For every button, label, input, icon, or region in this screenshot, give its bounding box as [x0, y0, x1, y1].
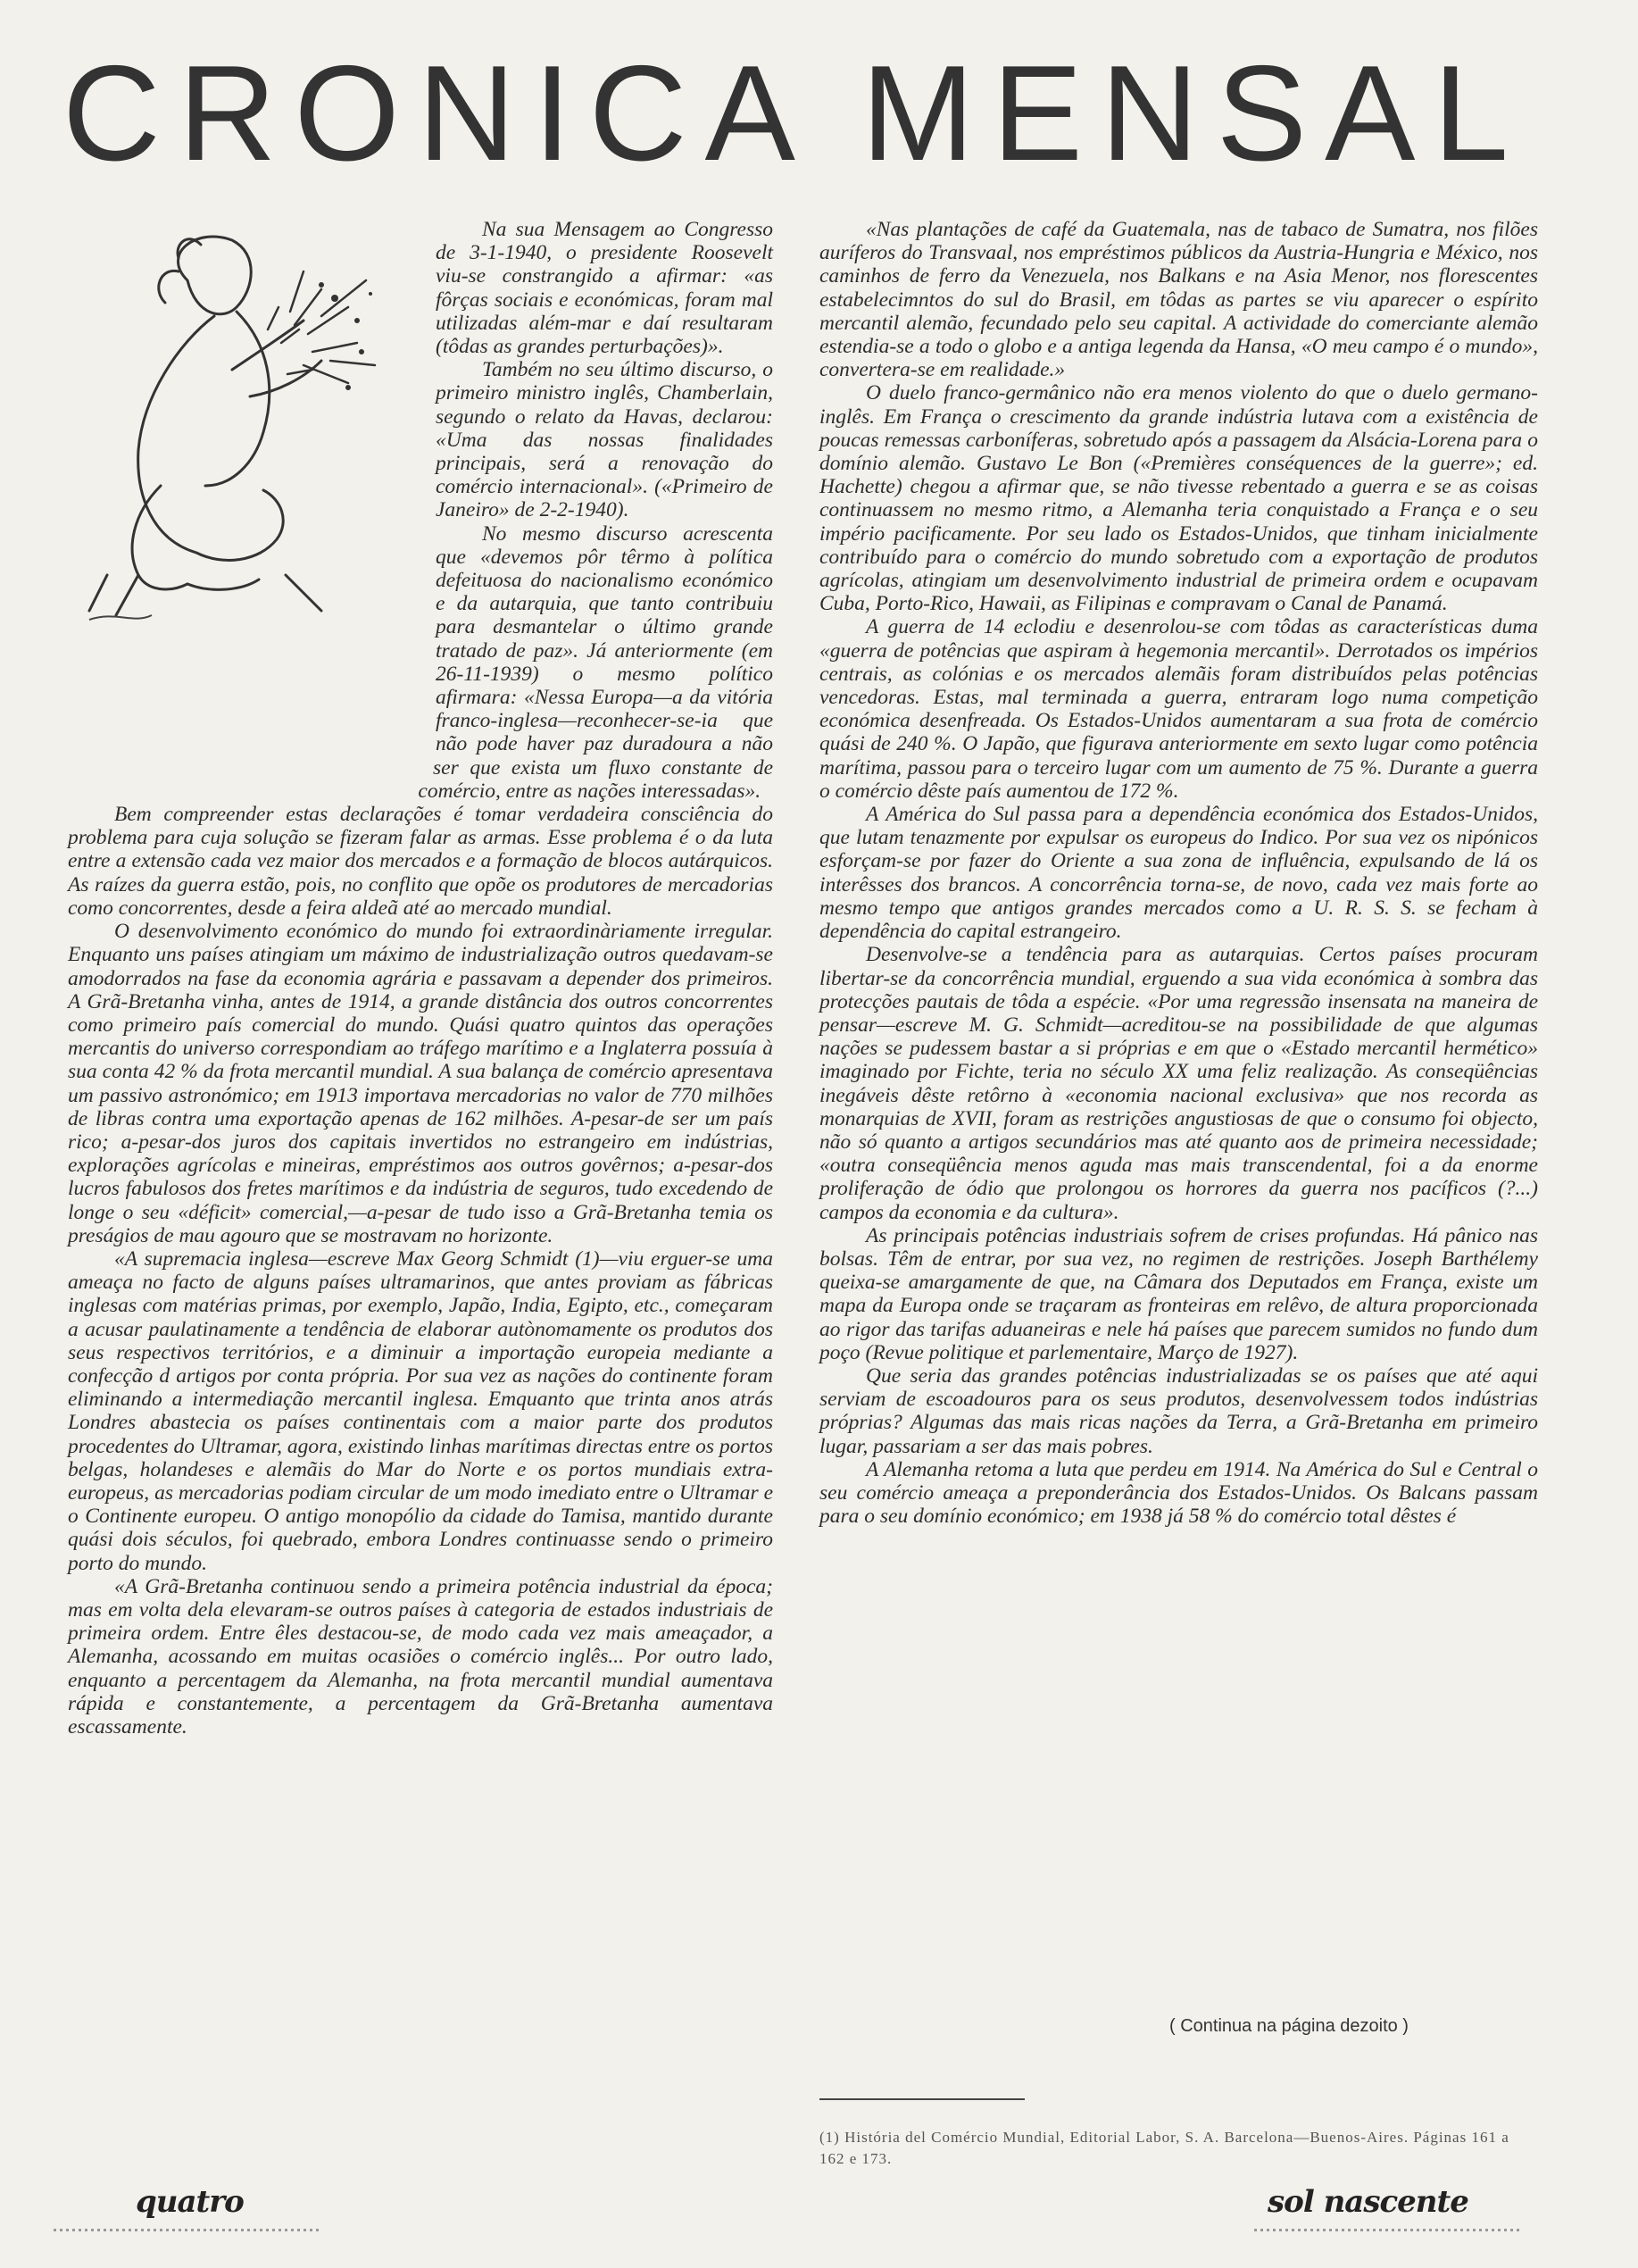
page-number-footer: quatro	[136, 2184, 244, 2220]
left-paragraph-1: Na sua Mensagem ao Congresso de 3-1-1940, o presidente Roosevelt viu-se constrangido a afirmar: «as fôrças sociais e económicas, foram mal utilizadas além-mar e daí resultaram (tôdas as grandes perturbações)».	[436, 218, 773, 359]
right-paragraph-8: A Alemanha retoma a luta que perdeu em 1914. Na América do Sul e Central o seu comércio ameaça a preponderância dos Estados-Unidos. Os Balcans passam para o seu domínio económico; em 1938 já 58 % do comércio total dêstes é	[819, 1457, 1538, 1529]
right-paragraph-4: A América do Sul passa para a dependência económica dos Estados-Unidos, que lutam tenazmente por expulsar os europeus do Indico. Por sua vez os nipónicos esforçam-se por fazer do Oriente a sua zona de influência, expulsando de lá os interêsses dos brancos. A concorrência torna-se, de novo, cada vez mais forte ao mesmo tempo que antigos grandes mercados como a U. R. S. S. se fecham à dependência do capital estrangeiro.	[819, 803, 1538, 944]
title-word-cronica: CRONICA	[62, 38, 813, 189]
right-paragraph-1: «Nas plantações de café da Guatemala, nas de tabaco de Sumatra, nos filões auríferos do Transvaal, nos empréstimos públicos da Austria-Hungria e México, nos caminhos de ferro da Venezuela, nos Balkans e na Asia Menor, nos florescentes estabelecimntos do sul do Brasil, em tôdas as partes se viu aparecer o espírito mercantil alemão, fecundado pelo seu capital. A actividade do comerciante alemão estendia-se a todo o globo e a antiga legenda da Hansa, «O meu campo é o mundo», convertera-se em realidade.»	[819, 218, 1538, 382]
right-paragraph-5: Desenvolve-se a tendência para as autarquias. Certos países procuram libertar-se da concorrência mundial, erguendo a sua vida económica à sombra das protecções pautais de tôda a espécie. «Por uma regressão insensata na maneira de pensar—escreve M. G. Schmidt—acreditou-se na possibilidade de que algumas nações se pudessem bastar a si próprias e em que o «Estado mercantil hermético» imaginado por Fichte, teria no século XX uma feliz realização. As conseqüências inegáveis dêste retôrno à «economia nacional exclusiva» que nos recorda as monarquias de XVII, foram as restrições angustiosas de que o consumo foi objecto, não só quanto a artigos secundários mas até quanto aos de primeira necessidade; «outra conseqüência menos aguda mas mais transcendental, foi a da enorme proliferação de ódio que prolongou os horrores da guerra nos pacíficos (?...) campos da economia e da cultura».	[819, 943, 1538, 1224]
left-paragraph-6: «A supremacia inglesa—escreve Max Georg Schmidt (1)—viu erguer-se uma ameaça no facto de alguns países ultramarinos, que antes proviam as fábricas inglesas com matérias primas, por exemplo, Japão, India, Egipto, etc., começaram a acusar paulatinamente a tendência de elaborar autònomamente os produtos dos seus respectivos territórios, e a diminuir a importação europeia mediante a confecção d artigos por conta própria. Por sua vez as nações do continente foram eliminando a intermediação mercantil inglesa. Emquanto que trinta anos atrás Londres abastecia os países continentais com a maior parte dos produtos procedentes do Ultramar, agora, existindo linhas marítimas directas entre os portos belgas, holandeses e alemãis do Mar do Norte e os portos mundiais extra-europeus, as mercadorias podiam circular de um modo imediato entre o Ultramar e o Continente europeu. O antigo monopólio da cidade do Tamisa, mantido durante quási dois séculos, foi quebrado, embora Londres continuasse sendo o primeiro porto do mundo.	[68, 1247, 773, 1575]
footer-dotted-rule-right	[1254, 2229, 1522, 2231]
left-paragraph-5: O desenvolvimento económico do mundo foi extraordinàriamente irregular. Enquanto uns países atingiam um máximo de industrialização outros quedavam-se amodorrados na fase da economia agrária e passavam a depender dos primeiros. A Grã-Bretanha vinha, antes de 1914, a grande distância dos outros concorrentes como primeiro país comercial do mundo. Quási quatro quintos das operações mercantis do universo correspondiam ao tráfego marítimo e a Inglaterra possuía à sua conta 42 % da frota mercantil mundial. A sua balança de comércio apresentava um passivo astronómico; em 1913 importava mercadorias no valor de 770 milhões de libras contra uma exportação apenas de 162 milhões. A-pesar-de ser um país rico; a-pesar-dos juros dos capitais invertidos no estrangeiro em indústrias, explorações agrícolas e mineiras, empréstimos aos outros govêrnos; a-pesar-dos lucros fabulosos dos fretes marítimos e da indústria de seguros, tudo excedendo de longe o seu «déficit» comercial,—a-pesar de tudo isso a Grã-Bretanha temia os preságios de mau agouro que se mostravam no horizonte.	[68, 920, 773, 1247]
right-paragraph-6: As principais potências industriais sofrem de crises profundas. Há pânico nas bolsas. Têm de entrar, por sua vez, no regimen de restrições. Joseph Barthélemy queixa-se amargamente de que, na Câmara dos Deputados em França, existe um mapa da Europa onde se traçaram as fronteiras em relêvo, de altura proporcionada ao rigor das tarifas aduaneiras e nele há países que parecem sumidos no fundo dum poço (Revue politique et parlementaire, Março de 1927).	[819, 1223, 1538, 1364]
right-column	[819, 218, 1538, 1528]
right-paragraph-3: A guerra de 14 eclodiu e desenrolou-se com tôdas as características duma «guerra de potências que aspiram à hegemonia mercantil». Derrotados os impérios centrais, as colónias e os mercados alemãis foram distribuídos pelas potências vencedoras. Estas, mal terminada a guerra, entraram logo numa competição económica desenfreada. Os Estados-Unidos aumentaram a sua frota de comércio quási de 240 %. O Japão, que figurava anteriormente em sexto lugar como potência marítima, passou para o terceiro lugar com um aumento de 75 %. Durante a guerra o comércio dêste país aumentou de 172 %.	[819, 615, 1538, 803]
left-column	[68, 218, 773, 1739]
title-word-mensal: MENSAL	[861, 38, 1526, 189]
crouching-figure-drawing-icon	[54, 218, 428, 798]
footer-dotted-rule-left	[54, 2229, 321, 2231]
page-title	[62, 38, 1526, 189]
left-paragraph-2: Também no seu último discurso, o primeiro ministro inglês, Chamberlain, segundo o relato da Havas, declarou: «Uma das nossas finalidades principais, será a renovação do comércio internacional». («Primeiro de Janeiro» de 2-2-1940).	[436, 358, 773, 522]
left-paragraph-3: No mesmo discurso acrescenta que «devemos pôr têrmo à política defeituosa do nacionalismo económico e da autarquia, que tanto contribuiu para desmantelar o último grande tratado de paz». Já anteriormente (em 26-11-1939) o mesmo político afirmara: «Nessa Europa—a da vitória franco-inglesa—reconhecer-se-ia que não pode haver paz duradoura a não ser que exista um fluxo constante de comércio, entre as nações interessadas».	[418, 521, 773, 803]
footnote: (1) História del Comércio Mundial, Editorial Labor, S. A. Barcelona—Buenos-Aires. Páginas 161 a 162 e 173.	[819, 2129, 1509, 2167]
left-paragraph-4: Bem compreender estas declarações é tomar verdadeira consciência do problema para cuja solução se fizeram falar as armas. Esse problema é o da luta entre a extensão cada vez maior dos mercados e a formação de blocos autárquicos. As raízes da guerra estão, pois, no conflito que opõe os produtores de mercadorias como concorrentes, desde a feira aldeã até ao mercado mundial.	[68, 803, 773, 920]
right-paragraph-7: Que seria das grandes potências industrializadas se os países que até aqui serviam de escoadouros para os seus produtos, desenvolvessem todos indústrias próprias? Algumas das mais ricas nações da Terra, a Grã-Bretanha em primeiro lugar, passariam a ser das mais pobres.	[819, 1363, 1538, 1458]
left-paragraph-7: «A Grã-Bretanha continuou sendo a primeira potência industrial da época; mas em volta dela elevaram-se outros países à categoria de estados industriais de primeira ordem. Entre êles destacou-se, de modo cada vez mais ameaçador, a Alemanha, acossando em muitas ocasiões o comércio inglês... Por outro lado, enquanto a percentagem da Alemanha, na frota mercantil mundial aumentava rápida e constantemente, a percentagem da Grã-Bretanha aumentava escassamente.	[68, 1574, 773, 1739]
continued-note: ( Continua na página dezoito )	[1169, 2016, 1409, 2036]
publication-name-footer: sol nascente	[1268, 2184, 1468, 2220]
right-paragraph-2: O duelo franco-germânico não era menos violento do que o duelo germano-inglês. Em França o crescimento da grande indústria lutava com a existência de poucas remessas carboníferas, sobretudo após a passagem da Alsácia-Lorena para o domínio alemão. Gustavo Le Bon («Premières conséquences de la guerre»; ed. Hachette) chegou a afirmar que, se não tivesse rebentado a guerra e se as coisas continuassem no mesmo ritmo, a Alemanha teria conquistado a França e o seu império pacificamente. Por seu lado os Estados-Unidos, que tinham inicialmente contribuído para o comércio do mundo sobretudo com a exportação de produtos agrícolas, atingiam um desenvolvimento industrial de primeira ordem e ocupavam Cuba, Porto-Rico, Hawaii, as Filipinas e compravam o Canal de Panamá.	[819, 381, 1538, 616]
footnote-divider	[819, 2098, 1025, 2100]
illustration-svg	[54, 218, 428, 629]
